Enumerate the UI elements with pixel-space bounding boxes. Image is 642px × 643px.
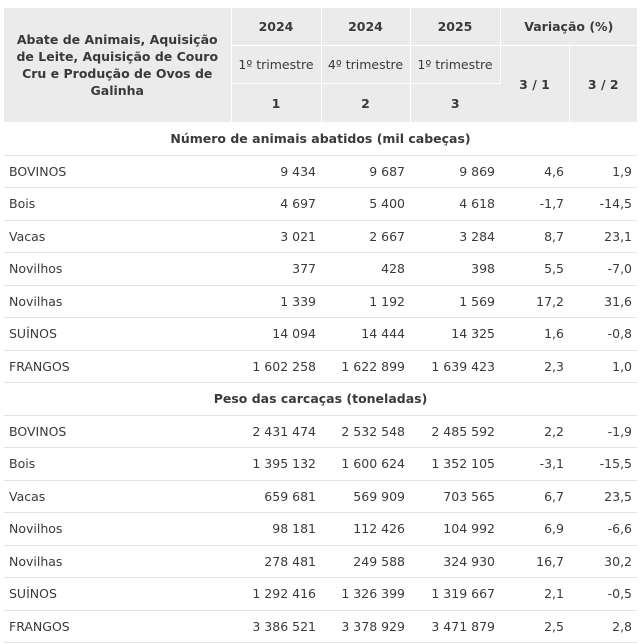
table-body [4, 123, 637, 643]
row-label: SUÍNOS [4, 578, 231, 611]
cell-v2: 2 667 [321, 220, 410, 253]
row-label: Novilhos [4, 253, 231, 286]
table-row [4, 415, 637, 448]
index-header-1: 1 [231, 84, 321, 123]
cell-d32: -14,5 [569, 188, 637, 221]
cell-v2: 3 378 929 [321, 610, 410, 643]
year-header-2: 2024 [321, 8, 410, 46]
cell-v2: 428 [321, 253, 410, 286]
cell-v3: 104 992 [410, 513, 500, 546]
cell-v1: 1 602 258 [231, 350, 321, 383]
period-header-3: 1º trimestre [410, 46, 500, 84]
cell-d31: 6,7 [500, 480, 569, 513]
cell-v3: 1 319 667 [410, 578, 500, 611]
table-row [4, 480, 637, 513]
cell-d32: 1,0 [569, 350, 637, 383]
cell-d32: 23,1 [569, 220, 637, 253]
cell-v3: 1 569 [410, 285, 500, 318]
cell-d32: -15,5 [569, 448, 637, 481]
cell-v2: 9 687 [321, 155, 410, 188]
cell-d31: 6,9 [500, 513, 569, 546]
row-label: BOVINOS [4, 415, 231, 448]
cell-v3: 3 284 [410, 220, 500, 253]
cell-v2: 1 326 399 [321, 578, 410, 611]
row-label: Novilhos [4, 513, 231, 546]
index-header-3: 3 [410, 84, 500, 123]
cell-d31: -3,1 [500, 448, 569, 481]
table-row [4, 448, 637, 481]
cell-v2: 2 532 548 [321, 415, 410, 448]
table-row [4, 350, 637, 383]
cell-d31: 2,2 [500, 415, 569, 448]
cell-d32: -0,5 [569, 578, 637, 611]
row-label: SUÍNOS [4, 318, 231, 351]
cell-d31: 2,5 [500, 610, 569, 643]
cell-v3: 3 471 879 [410, 610, 500, 643]
cell-v1: 1 292 416 [231, 578, 321, 611]
cell-v3: 4 618 [410, 188, 500, 221]
table-row [4, 220, 637, 253]
section-header-row [4, 123, 637, 156]
row-label: Bois [4, 448, 231, 481]
cell-v1: 3 386 521 [231, 610, 321, 643]
cell-d31: 4,6 [500, 155, 569, 188]
cell-v1: 4 697 [231, 188, 321, 221]
row-label: FRANGOS [4, 610, 231, 643]
cell-d31: 16,7 [500, 545, 569, 578]
cell-d32: 31,6 [569, 285, 637, 318]
row-label: Bois [4, 188, 231, 221]
cell-v3: 1 352 105 [410, 448, 500, 481]
cell-v1: 377 [231, 253, 321, 286]
table-row [4, 545, 637, 578]
index-header-2: 2 [321, 84, 410, 123]
variation-3-1-header: 3 / 1 [500, 46, 569, 123]
cell-v1: 1 339 [231, 285, 321, 318]
data-table [4, 8, 637, 643]
cell-v3: 1 639 423 [410, 350, 500, 383]
section-title: Número de animais abatidos (mil cabeças) [4, 123, 637, 156]
cell-v2: 5 400 [321, 188, 410, 221]
table-row [4, 578, 637, 611]
row-label: Vacas [4, 220, 231, 253]
cell-d32: 23,5 [569, 480, 637, 513]
cell-v2: 1 192 [321, 285, 410, 318]
row-label: BOVINOS [4, 155, 231, 188]
cell-v1: 1 395 132 [231, 448, 321, 481]
cell-v2: 112 426 [321, 513, 410, 546]
year-header-3: 2025 [410, 8, 500, 46]
cell-d31: 8,7 [500, 220, 569, 253]
cell-v1: 659 681 [231, 480, 321, 513]
variation-header: Variação (%) [500, 8, 637, 46]
cell-d32: -6,6 [569, 513, 637, 546]
table-row [4, 513, 637, 546]
cell-d32: -7,0 [569, 253, 637, 286]
cell-d32: -0,8 [569, 318, 637, 351]
cell-d31: 5,5 [500, 253, 569, 286]
cell-v2: 1 600 624 [321, 448, 410, 481]
cell-d32: 30,2 [569, 545, 637, 578]
cell-d31: 17,2 [500, 285, 569, 318]
table-header [4, 8, 637, 123]
period-header-2: 4º trimestre [321, 46, 410, 84]
cell-v1: 98 181 [231, 513, 321, 546]
cell-v3: 9 869 [410, 155, 500, 188]
cell-d32: 2,8 [569, 610, 637, 643]
cell-d31: 2,3 [500, 350, 569, 383]
cell-v2: 249 588 [321, 545, 410, 578]
cell-v3: 398 [410, 253, 500, 286]
cell-d31: 2,1 [500, 578, 569, 611]
table-row [4, 253, 637, 286]
cell-d31: 1,6 [500, 318, 569, 351]
cell-v2: 569 909 [321, 480, 410, 513]
table-row [4, 318, 637, 351]
row-label: Novilhas [4, 285, 231, 318]
row-label: Vacas [4, 480, 231, 513]
cell-d32: -1,9 [569, 415, 637, 448]
cell-v3: 703 565 [410, 480, 500, 513]
cell-v1: 278 481 [231, 545, 321, 578]
row-label: FRANGOS [4, 350, 231, 383]
section-header-row [4, 383, 637, 416]
cell-v2: 14 444 [321, 318, 410, 351]
variation-3-2-header: 3 / 2 [569, 46, 637, 123]
table-row [4, 610, 637, 643]
cell-v3: 324 930 [410, 545, 500, 578]
table-row [4, 155, 637, 188]
table-row [4, 285, 637, 318]
cell-v1: 9 434 [231, 155, 321, 188]
cell-v3: 14 325 [410, 318, 500, 351]
cell-d31: -1,7 [500, 188, 569, 221]
row-label: Novilhas [4, 545, 231, 578]
cell-v2: 1 622 899 [321, 350, 410, 383]
cell-d32: 1,9 [569, 155, 637, 188]
cell-v3: 2 485 592 [410, 415, 500, 448]
cell-v1: 14 094 [231, 318, 321, 351]
year-header-1: 2024 [231, 8, 321, 46]
table-title: Abate de Animais, Aquisição de Leite, Aquisição de Couro Cru e Produção de Ovos de Galinha [4, 8, 231, 123]
cell-v1: 3 021 [231, 220, 321, 253]
table-row [4, 188, 637, 221]
period-header-1: 1º trimestre [231, 46, 321, 84]
section-title: Peso das carcaças (toneladas) [4, 383, 637, 416]
cell-v1: 2 431 474 [231, 415, 321, 448]
